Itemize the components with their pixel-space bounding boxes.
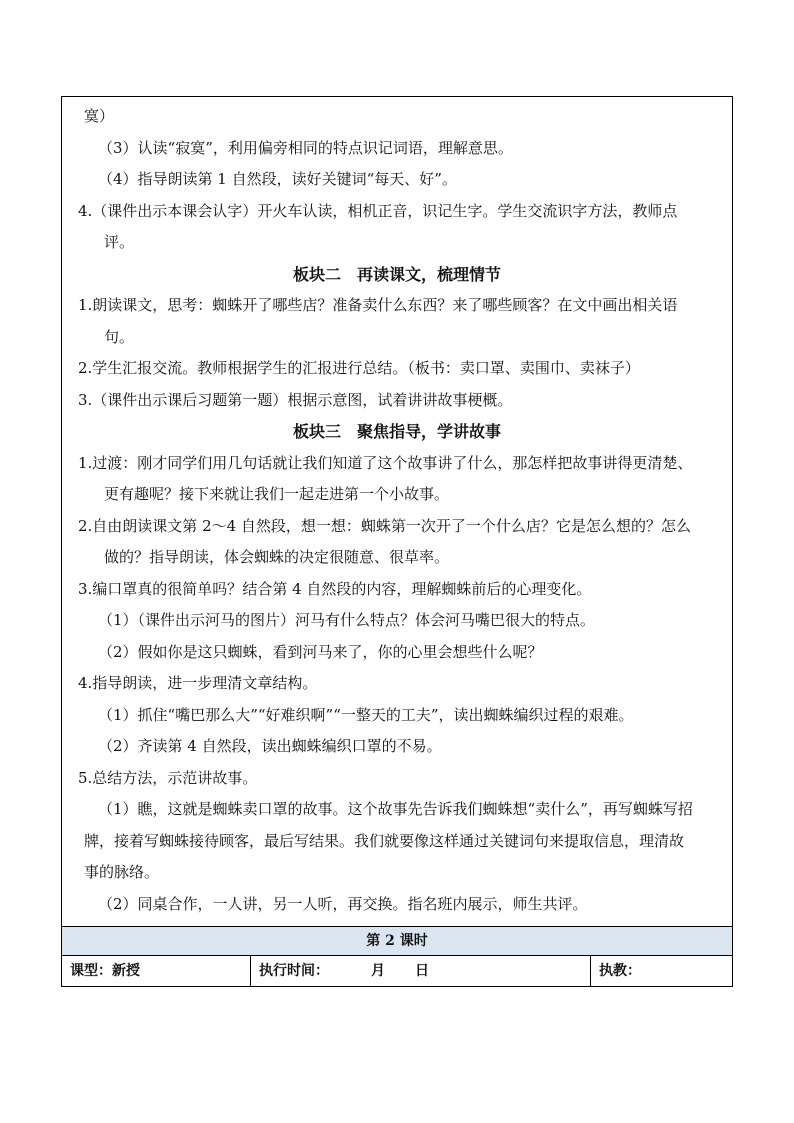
content-line: （3）认读“寂寞”，利用偏旁相同的特点识记词语，理解意思。: [98, 138, 513, 157]
content-line: 3.（课件出示课后习题第一题）根据示意图，试着讲讲故事梗概。: [78, 390, 513, 409]
content-line: 句。: [104, 327, 135, 346]
execution-time-label: 执行时间：: [259, 963, 329, 979]
lesson-plan-table: [61, 96, 733, 987]
day-label: 日: [415, 963, 429, 979]
section-heading: 板块三 聚焦指导，学讲故事: [292, 422, 501, 441]
execution-time-cell: [251, 956, 591, 986]
lesson-type-cell: [62, 956, 251, 986]
content-line: （4）指导朗读第 1 自然段，读好关键词“每天、好”。: [98, 170, 457, 188]
teacher-cell: [591, 956, 732, 986]
content-line: 1.过渡：刚才同学们用几句话就让我们知道了这个故事讲了什么，那怎样把故事讲得更清楚、: [78, 453, 693, 472]
lesson-meta-row: [61, 956, 733, 987]
content-line: 牌，接着写蜘蛛接待顾客，最后写结果。我们就要像这样通过关键词句来提取信息，理清故: [84, 831, 685, 850]
content-line: （1）瞧，这就是蜘蛛卖口罩的故事。这个故事先告诉我们蜘蛛想“卖什么”，再写蜘蛛写招: [98, 800, 693, 818]
content-line: （1）抓住“嘴巴那么大”“好难织啊”“一整天的工夫”，读出蜘蛛编织过程的艰难。: [98, 705, 634, 724]
teacher-label: 执教：: [599, 963, 641, 979]
section-heading: 板块二 再读课文，梳理情节: [292, 264, 501, 284]
lesson-content: [61, 96, 733, 927]
content-line: （1）（课件出示河马的图片）河马有什么特点？体会河马嘴巴很大的特点。: [98, 611, 596, 629]
content-line: 做的？指导朗读，体会蜘蛛的决定很随意、很草率。: [104, 548, 450, 566]
content-line: 4.指导朗读，进一步理清文章结构。: [78, 674, 318, 692]
month-label: 月: [371, 963, 385, 979]
content-line: 事的脉络。: [84, 863, 160, 881]
content-line: （2）齐读第 4 自然段，读出蜘蛛编织口罩的不易。: [98, 737, 442, 755]
lesson-type: 课型：新授: [70, 963, 140, 979]
content-line: 寞）: [84, 107, 115, 125]
content-line: （2）假如你是这只蜘蛛，看到河马来了，你的心里会想些什么呢？: [98, 642, 543, 661]
content-line: 3.编口罩真的很简单吗？结合第 4 自然段的内容，理解蜘蛛前后的心理变化。: [78, 579, 592, 598]
content-line: 5.总结方法，示范讲故事。: [78, 768, 258, 787]
content-line: 更有趣呢？接下来就让我们一起走进第一个小故事。: [104, 485, 450, 503]
content-line: （2）同桌合作，一人讲，另一人听，再交换。指名班内展示，师生共评。: [98, 894, 588, 913]
content-line: 4.（课件出示本课会认字）开火车认读，相机正音，识记生字。学生交流识字方法，教师点: [78, 201, 678, 220]
lesson-period-title: 第 2 课时: [366, 933, 428, 949]
content-line: 2.学生汇报交流。教师根据学生的汇报进行总结。（板书：卖口罩、卖围巾、卖袜子）: [78, 359, 640, 377]
content-line: 评。: [104, 233, 135, 251]
lesson-band: [61, 927, 733, 956]
content-line: 2.自由朗读课文第 2～4 自然段，想一想：蜘蛛第一次开了一个什么店？它是怎么想的？怎么: [78, 516, 691, 535]
content-line: 1.朗读课文，思考：蜘蛛开了哪些店？准备卖什么东西？来了哪些顾客？在文中画出相关语: [78, 296, 678, 314]
